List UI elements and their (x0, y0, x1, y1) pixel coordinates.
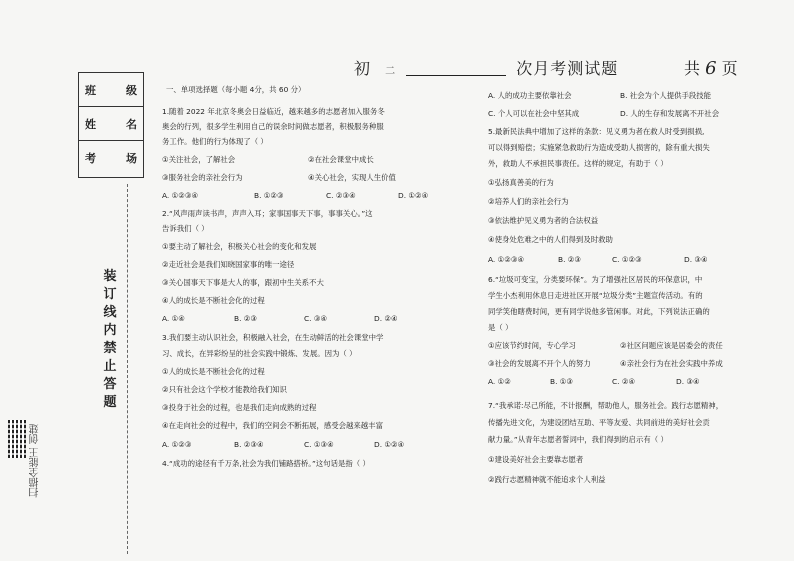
name-label-a: 姓 (85, 117, 96, 131)
statement-option: ②社区问题应该是居委会的责任 (620, 341, 723, 350)
statement-option: ③依法维护见义勇为者的合法权益 (488, 216, 599, 225)
seal-char: 内 (103, 323, 117, 338)
question-line: 告诉我们（ ） (162, 224, 209, 233)
question-line: 7.“我承诺:尽己所能，不计报酬，帮助他人，服务社会。践行志愿精神， (488, 401, 724, 410)
seal-char: 线 (103, 305, 117, 320)
question-line: 奥会的行列，很多学生利用自己的误余时间做志愿者，积极服务种服 (162, 122, 384, 131)
room-label-b: 场 (126, 152, 137, 165)
total-suffix: 页 (721, 59, 738, 78)
question-line: 是（ ） (488, 323, 513, 332)
question-line: 外，救助人不承担民事责任。这样的规定，有助于（ ） (488, 159, 668, 168)
grade-mark: 二 (385, 66, 397, 77)
binding-dash-line (127, 184, 128, 554)
exam-title (354, 56, 618, 79)
question-line: 5.最新民法典中增加了这样的条款：见义勇为者在救人时受到损损, (488, 127, 705, 136)
answer-choice[interactable]: A. ①②③ (162, 440, 192, 449)
class-label-a: 班 (85, 83, 96, 97)
answer-choice[interactable]: B. 社会为个人提供手段技能 (620, 91, 712, 100)
answer-choice[interactable]: A. ①④ (162, 314, 185, 323)
answer-choice[interactable]: D. ③④ (684, 255, 708, 264)
seal-char: 止 (103, 359, 117, 374)
question-line: 献力量。”从青年志愿者誓词中，我们得到的启示有（ ） (488, 435, 668, 444)
total-prefix: 共 (684, 59, 701, 78)
statement-option: ②只有社会这个学校才能教给我们知识 (162, 385, 287, 394)
seal-char: 题 (103, 395, 117, 410)
question-line: 4.“成功的途径有千万条,社会为我们铺路搭桥。”这句话是指（ ） (162, 459, 370, 468)
statement-option: ②践行志愿精神就不能追求个人利益 (488, 475, 606, 484)
grade-text: 初 (354, 59, 372, 78)
answer-choice[interactable]: C. 个人可以在社会中坚其成 (488, 109, 580, 118)
answer-choice[interactable]: B. ②③④ (234, 440, 264, 449)
answer-choice[interactable]: B. ②③ (558, 255, 582, 264)
statement-option: ②走近社会是我们知晓国家事的唯一途径 (162, 260, 295, 269)
question-line: 务工作。他们的行为体现了（ ） (162, 137, 268, 146)
statement-option: ②在社会课堂中成长 (308, 155, 374, 164)
answer-choice[interactable]: B. ①③ (550, 377, 574, 386)
question-line: 同学笑他瞎费时间，更有同学说他多管闲事。对此，下列说法正确的 (488, 307, 710, 316)
statement-option: ①人的成长是不断社会化的过程 (162, 367, 265, 376)
name-field[interactable] (79, 107, 143, 141)
title-tail: 次月考测试题 (516, 59, 619, 78)
statement-option: ①弘扬真善美的行为 (488, 178, 554, 187)
answer-choice[interactable]: A. ①② (488, 377, 511, 386)
statement-option: ③服务社会的亲社会行为 (162, 173, 243, 182)
seal-char: 订 (103, 287, 117, 302)
answer-choice[interactable]: B. ①②③ (254, 191, 284, 200)
total-pages (684, 56, 738, 79)
question-line: 学生小杰利用休息日走进社区开展“垃圾分类”主题宣传活动。有的 (488, 291, 703, 300)
student-info-box (78, 72, 144, 178)
answer-choice[interactable]: A. 人的成功主要依靠社会 (488, 91, 572, 100)
statement-option: ④使身处危难之中的人们得到及时救助 (488, 235, 613, 244)
answer-choice[interactable]: C. ①②③ (612, 255, 642, 264)
seal-char: 答 (103, 377, 117, 392)
statement-option: ④关心社会，实现人生价值 (308, 173, 396, 182)
question-line: 习、成长，在异彩纷呈的社会实践中锻炼、发展。因为（ ） (162, 349, 357, 358)
question-line: 传播先进文化，为建设团结互助、平等友爱、共同前进的美好社会贡 (488, 418, 710, 427)
statement-option: ①应该节约时间，专心学习 (488, 341, 576, 350)
question-line: 可以得到赔偿；实施紧急救助行为造成受助人损害的，除有重大损失 (488, 143, 710, 152)
section-heading: 一、单项选择题（每小题 4分，共 60 分） (166, 85, 306, 94)
question-line: 2.“风声雨声读书声，声声入耳；家事国事天下事，事事关心。”这 (162, 209, 373, 218)
statement-option: ④在走向社会的过程中，我们的空间会不断拓展，感受会越来越丰富 (162, 421, 383, 430)
answer-choice[interactable]: D. ②④ (374, 314, 398, 323)
question-line: 3.我们要主动认识社会，积极融入社会，在生动鲜活的社会课堂中学 (162, 333, 384, 342)
statement-option: ③社会的发展离不开个人的努力 (488, 359, 591, 368)
qr-code-icon (8, 420, 26, 458)
answer-choice[interactable]: A. ①②③④ (488, 255, 525, 264)
seal-line-notice (102, 268, 118, 412)
question-line: 1.随着 2022 年北京冬奥会日益临近，越来越多的志愿者加入服务冬 (162, 107, 385, 116)
answer-choice[interactable]: D. ③④ (676, 377, 700, 386)
room-label-a: 考 (85, 152, 96, 165)
statement-option: ②培养人们的亲社会行为 (488, 197, 569, 206)
seal-char: 禁 (103, 341, 117, 356)
scanner-watermark: 扫描全能王 创建 (30, 424, 41, 498)
name-label-b: 名 (126, 117, 137, 131)
answer-choice[interactable]: D. ①②④ (398, 191, 429, 200)
statement-option: ①要主动了解社会，积极关心社会的变化和发展 (162, 242, 317, 251)
answer-choice[interactable]: C. ②③④ (326, 191, 356, 200)
statement-option: ④亲社会行为在社会实践中养成 (620, 359, 723, 368)
statement-option: ③投身于社会的过程，也是我们走向成熟的过程 (162, 403, 317, 412)
answer-choice[interactable]: C. ②④ (612, 377, 636, 386)
answer-choice[interactable]: A. ①②③④ (162, 191, 199, 200)
answer-choice[interactable]: C. ①③④ (304, 440, 334, 449)
statement-option: ④人的成长是不断社会化的过程 (162, 296, 265, 305)
answer-choice[interactable]: D. ①②④ (374, 440, 405, 449)
total-num: 6 (705, 58, 717, 79)
room-field[interactable] (79, 141, 143, 175)
answer-choice[interactable]: C. ③④ (304, 314, 328, 323)
statement-option: ③关心国事天下事是大人的事，跟初中生关系不大 (162, 278, 324, 287)
question-line: 6.“垃圾可变宝，分类要环保”。为了增强社区居民的环保意识，中 (488, 275, 703, 284)
class-field[interactable] (79, 73, 143, 107)
answer-choice[interactable]: D. 人的生存和发展离不开社会 (620, 109, 720, 118)
seal-char: 装 (103, 269, 117, 284)
answer-choice[interactable]: B. ②③ (234, 314, 258, 323)
statement-option: ①建设美好社会主要靠志愿者 (488, 455, 584, 464)
statement-option: ①关注社会，了解社会 (162, 155, 236, 164)
class-label-b: 级 (126, 83, 137, 97)
title-blank (406, 63, 506, 76)
